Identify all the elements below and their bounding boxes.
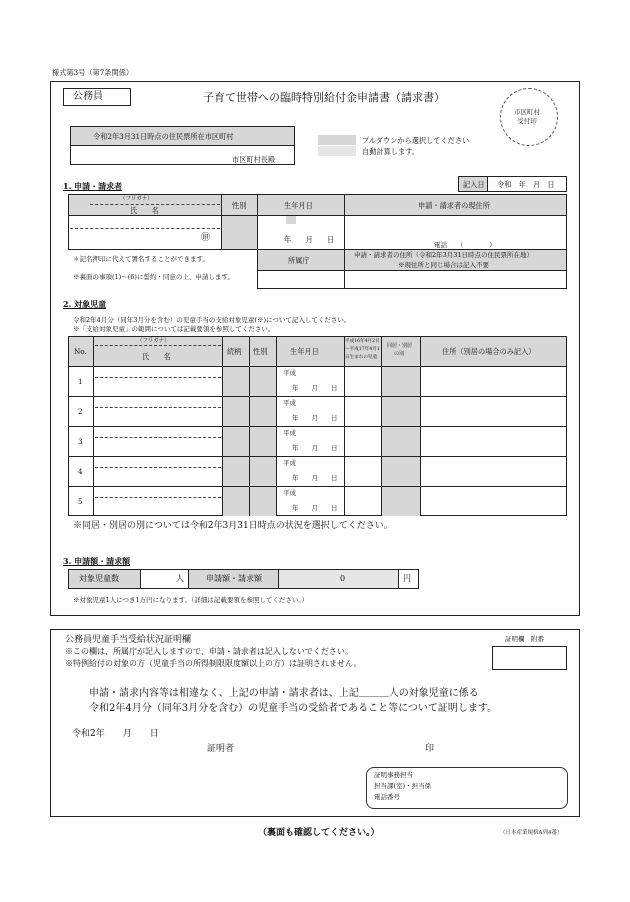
child-relation-field[interactable]: [223, 487, 249, 516]
child-dob: 年 月 日: [292, 504, 338, 512]
child-cohab-field[interactable]: [382, 427, 420, 456]
note-consent: ※裏面の事項(1)～(6)に誓約・同意の上、申請します。: [73, 273, 234, 281]
furigana-line: [95, 407, 221, 408]
dropdown-swatch: [318, 135, 356, 145]
table-row-divider: [68, 456, 567, 457]
child-row-no: 4: [78, 467, 83, 476]
applicant-seal: ㊞: [201, 233, 211, 243]
col-relation: 続柄: [227, 347, 242, 356]
section2-note: ※同居・別居の別については令和2年3月31日時点の状況を選択してください。: [73, 521, 393, 531]
applicant-phone: 電話 （ ）: [434, 241, 496, 249]
count-label: 対象児童数: [79, 574, 119, 583]
child-sex-field[interactable]: [250, 427, 276, 456]
child-sex-field[interactable]: [250, 487, 276, 516]
contact-line1: 証明事務担当: [374, 771, 413, 779]
stamp-label: 市区町村 受付印: [514, 108, 540, 126]
furigana-line: [95, 497, 221, 498]
col-cohab-2: の別: [394, 351, 405, 357]
child-dob: 年 月 日: [292, 444, 338, 452]
affiliation-label: 所属庁: [288, 256, 310, 265]
child-sex-field[interactable]: [250, 367, 276, 396]
child-row-no: 5: [78, 497, 83, 506]
applicant-dob-value: 年 月 日: [284, 235, 335, 244]
entry-date-value: 令和 年 月 日: [497, 180, 555, 189]
form-title: 子育て世帯への臨時特別給付金申請書（請求書）: [203, 91, 445, 104]
section3-note: ※対象児童1人につき1万円になります。（詳細は記載要領を参照してください。）: [73, 596, 309, 604]
section3-heading: 3. 申請額・請求額: [63, 556, 131, 566]
applicant-address-header: 申請・請求者の現住所: [418, 201, 490, 210]
table-row-divider: [68, 426, 567, 427]
col-born-2: ～平成17年4月1: [345, 347, 380, 352]
certificate-body1: 申請・請求内容等は相違なく、上記の申請・請求者は、上記＿＿＿人の対象児童に係る: [89, 688, 479, 699]
auto-swatch: [318, 146, 356, 156]
applicant-era-field[interactable]: [286, 216, 296, 224]
mayor-label: 市区町村長殿: [232, 155, 276, 164]
section2-intro2: ※「支給対象児童」の範囲については記載要領を参照してください。: [73, 325, 275, 333]
certificate-seal: 印: [425, 744, 435, 754]
footer-back: （裏面も確認してください。）: [258, 828, 380, 838]
contact-line2: 担当課(室)・担当係: [374, 782, 432, 790]
table-row-divider: [68, 396, 567, 397]
certificate-date: 令和2年 月 日: [72, 729, 159, 739]
legend-auto: 自動計算します。: [362, 147, 419, 156]
certificate-number-label: 証明欄 附番: [505, 635, 544, 643]
child-sex-field[interactable]: [250, 397, 276, 426]
certificate-note2: ※特例給付の対象の方（児童手当の所得制限限度額以上の方）は証明されません。: [65, 659, 362, 668]
address2-line2: ※現住所と同じ場合は記入不要: [398, 261, 489, 269]
child-row-no: 1: [78, 377, 83, 386]
col-cohab-1: 同居・別居: [387, 343, 413, 349]
certificate-note1: ※この欄は、所属庁が記入しますので、申請・請求者は記入しないでください。: [65, 647, 353, 656]
child-era: 平成: [283, 399, 296, 407]
table-row-divider: [68, 486, 567, 487]
section2-heading: 2. 対象児童: [63, 299, 107, 309]
residence-header-text: 令和2年3月31日時点の住民票所在市区町村: [93, 132, 234, 141]
col-dob: 生年月日: [290, 347, 319, 356]
child-sex-field[interactable]: [250, 457, 276, 486]
certificate-title: 公務員児童手当受給状況証明欄: [65, 635, 192, 645]
child-row-no: 2: [78, 407, 83, 416]
child-era: 平成: [283, 459, 296, 467]
child-cohab-field[interactable]: [382, 367, 420, 396]
furigana-line: [95, 377, 221, 378]
section1-heading: 1. 申請・請求者: [63, 181, 123, 191]
col-name: 氏 名: [142, 352, 171, 361]
col-furigana: （フリガナ）: [137, 338, 170, 344]
amount-value: 0: [340, 574, 346, 583]
child-dob: 年 月 日: [292, 414, 338, 422]
entry-date-label: 記入日: [463, 180, 485, 189]
child-relation-field[interactable]: [223, 457, 249, 486]
child-relation-field[interactable]: [223, 367, 249, 396]
address2-line1: 申請・請求者の住所（令和2年3月31日時点の住民票所在地）: [354, 251, 534, 259]
child-cohab-field[interactable]: [382, 457, 420, 486]
furigana-line: [95, 467, 221, 468]
child-era: 平成: [283, 369, 296, 377]
child-era: 平成: [283, 489, 296, 497]
amount-field: [279, 570, 398, 588]
applicant-sex-field[interactable]: [222, 216, 257, 249]
child-cohab-field[interactable]: [382, 397, 420, 426]
applicant-name-header: 氏 名: [130, 206, 159, 215]
child-relation-field[interactable]: [223, 427, 249, 456]
note-signature: ＊記名押印に代えて署名することができます。: [73, 255, 209, 263]
child-relation-field[interactable]: [223, 397, 249, 426]
child-row-no: 3: [78, 437, 83, 446]
child-dob: 年 月 日: [292, 474, 338, 482]
child-dob: 年 月 日: [292, 384, 338, 392]
col-address: 住所（別居の場合のみ記入）: [442, 347, 536, 356]
contact-line3: 電話番号: [374, 793, 400, 801]
amount-unit: 円: [403, 574, 411, 583]
child-era: 平成: [283, 429, 296, 437]
furigana-line: [95, 437, 221, 438]
applicant-furigana: （フリガナ）: [120, 196, 153, 202]
applicant-dob-header: 生年月日: [284, 201, 313, 210]
count-unit: 人: [176, 574, 184, 583]
section2-intro1: 令和2年4月分（同年3月分を含む）の児童手当の支給対象児童(※)について記入してください。: [73, 316, 351, 324]
amount-label: 申請額・請求額: [206, 574, 262, 583]
col-born-3: 日生まれの児童: [345, 355, 378, 360]
child-cohab-field[interactable]: [382, 487, 420, 516]
badge-label: 公務員: [73, 91, 103, 102]
legend-dropdown: プルダウンから選択してください: [362, 136, 470, 145]
applicant-sex-header: 性別: [232, 201, 247, 210]
certificate-certifier: 証明者: [207, 744, 235, 754]
col-born-1: 平成16年4月2日: [345, 339, 380, 344]
form-number: 様式第3号（第7条関係）: [52, 68, 134, 77]
certificate-number-field[interactable]: [492, 646, 567, 670]
col-no: No.: [74, 347, 87, 356]
footer-size: （日本産業規格A列4番）: [500, 830, 563, 836]
certificate-body2: 令和2年4月分（同年3月分を含む）の児童手当の受給者であること等について証明します。: [89, 703, 498, 714]
col-sex: 性別: [253, 347, 268, 356]
